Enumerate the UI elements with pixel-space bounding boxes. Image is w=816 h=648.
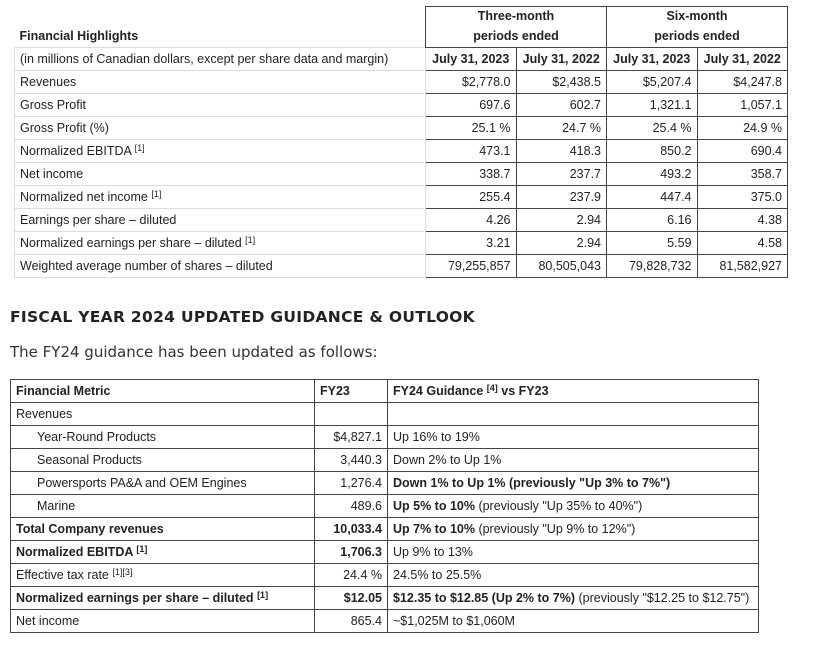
table-cell: 4.38 bbox=[697, 209, 788, 232]
row-label: Weighted average number of shares – diluted bbox=[15, 255, 426, 278]
table-row bbox=[11, 564, 759, 587]
highlights-subtitle: (in millions of Canadian dollars, except per share data and margin) bbox=[15, 48, 426, 71]
table-row bbox=[11, 541, 759, 564]
table-row bbox=[11, 426, 759, 449]
table-row bbox=[15, 186, 788, 209]
fy23-value: 865.4 bbox=[315, 610, 388, 633]
fy23-value: 1,706.3 bbox=[315, 541, 388, 564]
header-fy24-guidance: FY24 Guidance [4] vs FY23 bbox=[388, 380, 759, 403]
table-cell: 697.6 bbox=[426, 94, 517, 117]
fy23-value: $12.05 bbox=[315, 587, 388, 610]
table-cell: 79,828,732 bbox=[607, 255, 698, 278]
table-row bbox=[15, 140, 788, 163]
table-row bbox=[11, 587, 759, 610]
group-header-six-month: Six-month bbox=[607, 7, 788, 26]
table-cell: 24.7 % bbox=[516, 117, 607, 140]
metric-label: Net income bbox=[11, 610, 315, 633]
financial-highlights-table bbox=[14, 6, 788, 278]
table-cell: $2,438.5 bbox=[516, 71, 607, 94]
header-financial-metric: Financial Metric bbox=[11, 380, 315, 403]
footnote-ref: [1] bbox=[134, 143, 145, 153]
column-header: July 31, 2023 bbox=[607, 48, 698, 71]
fy24-guidance-value: Down 1% to Up 1% (previously "Up 3% to 7%") bbox=[388, 472, 759, 495]
group-header-three-month: Three-month bbox=[426, 7, 607, 26]
guidance-table bbox=[10, 379, 759, 633]
guidance-body bbox=[11, 403, 759, 633]
table-cell: 493.2 bbox=[607, 163, 698, 186]
fy23-value: 10,033.4 bbox=[315, 518, 388, 541]
table-cell: 1,057.1 bbox=[697, 94, 788, 117]
table-row bbox=[15, 71, 788, 94]
table-cell: 1,321.1 bbox=[607, 94, 698, 117]
fy24-guidance-value: Up 9% to 13% bbox=[388, 541, 759, 564]
row-label: Normalized net income [1] bbox=[15, 186, 426, 209]
fy23-value: 1,276.4 bbox=[315, 472, 388, 495]
metric-label: Normalized EBITDA [1] bbox=[11, 541, 315, 564]
footnote-ref: [1][3] bbox=[112, 567, 133, 577]
fy24-guidance-value: Up 16% to 19% bbox=[388, 426, 759, 449]
table-cell: 3.21 bbox=[426, 232, 517, 255]
metric-label: Seasonal Products bbox=[11, 449, 315, 472]
table-cell: 80,505,043 bbox=[516, 255, 607, 278]
table-cell: 255.4 bbox=[426, 186, 517, 209]
table-row bbox=[15, 255, 788, 278]
highlights-title-row bbox=[15, 25, 788, 48]
fy23-value bbox=[315, 403, 388, 426]
fy24-guidance-value bbox=[388, 403, 759, 426]
table-row bbox=[11, 610, 759, 633]
table-cell: 25.4 % bbox=[607, 117, 698, 140]
table-row bbox=[15, 117, 788, 140]
table-row bbox=[11, 518, 759, 541]
table-cell: 418.3 bbox=[516, 140, 607, 163]
row-label: Gross Profit (%) bbox=[15, 117, 426, 140]
highlights-group-header-row bbox=[15, 7, 788, 26]
row-label: Normalized EBITDA [1] bbox=[15, 140, 426, 163]
group-header-three-month-line2: periods ended bbox=[426, 25, 607, 48]
table-cell: 690.4 bbox=[697, 140, 788, 163]
table-cell: $4,247.8 bbox=[697, 71, 788, 94]
fy24-guidance-value: 24.5% to 25.5% bbox=[388, 564, 759, 587]
table-cell: 850.2 bbox=[607, 140, 698, 163]
row-label: Revenues bbox=[15, 71, 426, 94]
fy24-guidance-value: Up 7% to 10% (previously "Up 9% to 12%") bbox=[388, 518, 759, 541]
footnote-ref: [1] bbox=[245, 235, 256, 245]
table-cell: 24.9 % bbox=[697, 117, 788, 140]
table-cell: 6.16 bbox=[607, 209, 698, 232]
metric-label: Normalized earnings per share – diluted [1] bbox=[11, 587, 315, 610]
table-cell: 237.9 bbox=[516, 186, 607, 209]
row-label: Gross Profit bbox=[15, 94, 426, 117]
table-cell: 4.26 bbox=[426, 209, 517, 232]
table-cell: 25.1 % bbox=[426, 117, 517, 140]
fy24-guidance-value: $12.35 to $12.85 (Up 2% to 7%) (previously "$12.25 to $12.75") bbox=[388, 587, 759, 610]
table-cell: 473.1 bbox=[426, 140, 517, 163]
row-label: Earnings per share – diluted bbox=[15, 209, 426, 232]
fy24-guidance-value: ~$1,025M to $1,060M bbox=[388, 610, 759, 633]
table-cell: 375.0 bbox=[697, 186, 788, 209]
table-cell: $5,207.4 bbox=[607, 71, 698, 94]
fy24-guidance-value: Down 2% to Up 1% bbox=[388, 449, 759, 472]
footnote-ref: [1] bbox=[136, 544, 148, 554]
table-cell: 237.7 bbox=[516, 163, 607, 186]
footnote-ref: [1] bbox=[151, 189, 162, 199]
fy24-guidance-value: Up 5% to 10% (previously "Up 35% to 40%") bbox=[388, 495, 759, 518]
table-row bbox=[15, 232, 788, 255]
table-cell: 338.7 bbox=[426, 163, 517, 186]
table-cell: $2,778.0 bbox=[426, 71, 517, 94]
table-cell: 447.4 bbox=[607, 186, 698, 209]
fy23-value: 24.4 % bbox=[315, 564, 388, 587]
footnote-ref: [1] bbox=[257, 590, 269, 600]
highlights-body bbox=[15, 71, 788, 278]
table-cell: 2.94 bbox=[516, 232, 607, 255]
guidance-title: FISCAL YEAR 2024 UPDATED GUIDANCE & OUTLOOK bbox=[10, 308, 475, 326]
table-row bbox=[11, 495, 759, 518]
highlights-title: Financial Highlights bbox=[19, 29, 139, 43]
metric-label: Revenues bbox=[11, 403, 315, 426]
row-label: Normalized earnings per share – diluted [1] bbox=[15, 232, 426, 255]
metric-label: Marine bbox=[11, 495, 315, 518]
fy23-value: 3,440.3 bbox=[315, 449, 388, 472]
table-row bbox=[11, 449, 759, 472]
table-cell: 4.58 bbox=[697, 232, 788, 255]
footnote-ref: [4] bbox=[486, 383, 498, 393]
fy23-value: $4,827.1 bbox=[315, 426, 388, 449]
table-row bbox=[15, 209, 788, 232]
metric-label: Total Company revenues bbox=[11, 518, 315, 541]
table-cell: 2.94 bbox=[516, 209, 607, 232]
fy23-value: 489.6 bbox=[315, 495, 388, 518]
table-cell: 5.59 bbox=[607, 232, 698, 255]
table-row bbox=[11, 472, 759, 495]
table-row bbox=[15, 94, 788, 117]
metric-label: Powersports PA&A and OEM Engines bbox=[11, 472, 315, 495]
header-fy23: FY23 bbox=[315, 380, 388, 403]
table-row bbox=[11, 403, 759, 426]
column-header: July 31, 2023 bbox=[426, 48, 517, 71]
table-row bbox=[15, 163, 788, 186]
table-cell: 79,255,857 bbox=[426, 255, 517, 278]
guidance-subtitle: The FY24 guidance has been updated as follows: bbox=[10, 343, 378, 361]
table-cell: 81,582,927 bbox=[697, 255, 788, 278]
column-header: July 31, 2022 bbox=[697, 48, 788, 71]
table-cell: 358.7 bbox=[697, 163, 788, 186]
group-header-six-month-line2: periods ended bbox=[607, 25, 788, 48]
column-header: July 31, 2022 bbox=[516, 48, 607, 71]
guidance-header-row bbox=[11, 380, 759, 403]
row-label: Net income bbox=[15, 163, 426, 186]
highlights-column-header-row bbox=[15, 48, 788, 71]
table-cell: 602.7 bbox=[516, 94, 607, 117]
metric-label: Effective tax rate [1][3] bbox=[11, 564, 315, 587]
metric-label: Year-Round Products bbox=[11, 426, 315, 449]
